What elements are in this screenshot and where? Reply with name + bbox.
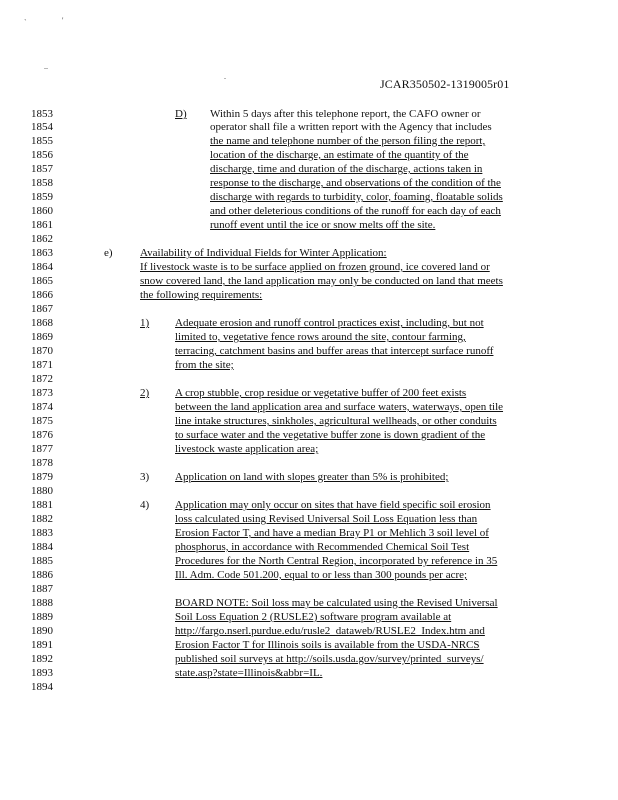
line-number: 1891 — [31, 639, 53, 651]
document-id-header: JCAR350502-1319005r01 — [380, 77, 510, 91]
section-e-title: Availability of Individual Fields for Winter Application: — [140, 247, 387, 259]
line-number: 1875 — [31, 415, 53, 427]
item-d-line: discharge with regards to turbidity, color, foaming, floatable solids — [210, 191, 503, 203]
line-number: 1854 — [31, 121, 53, 133]
line-number: 1857 — [31, 163, 53, 175]
line-number: 1880 — [31, 485, 53, 497]
item-3-label: 3) — [140, 471, 150, 483]
item-2-line: between the land application area and surface waters, waterways, open tile — [175, 401, 504, 413]
scan-speck: ' — [62, 16, 64, 25]
line-number: 1869 — [31, 331, 53, 343]
line-number: 1887 — [31, 583, 53, 595]
line-number: 1883 — [31, 527, 53, 539]
section-e-label: e) — [104, 247, 113, 259]
line-number: 1872 — [31, 373, 53, 385]
line-number: 1865 — [31, 275, 53, 287]
line-number: 1882 — [31, 513, 53, 525]
item-1-line: limited to, vegetative fence rows around the site, contour farming, — [175, 331, 466, 343]
board-note-link[interactable]: state.asp?state=Illinois&abbr=IL. — [175, 667, 323, 679]
board-note-line: BOARD NOTE: Soil loss may be calculated using the Revised Universal — [175, 597, 498, 609]
item-d-line: location of the discharge, an estimate of the quantity of the — [210, 149, 469, 161]
scan-speck: ` — [24, 18, 27, 27]
line-number: 1886 — [31, 569, 53, 581]
line-number: 1860 — [31, 205, 53, 217]
item-d-line: runoff event until the ice or snow melts off the site. — [210, 219, 436, 231]
item-d-line: operator shall file a written report with the Agency that includes — [210, 121, 492, 133]
line-number: 1853 — [31, 108, 53, 120]
board-note-line: Erosion Factor T for Illinois soils is available from the USDA-NRCS — [175, 639, 480, 651]
line-number: 1893 — [31, 667, 53, 679]
line-number: 1859 — [31, 191, 53, 203]
line-number: 1871 — [31, 359, 53, 371]
line-number: 1863 — [31, 247, 53, 259]
line-number: 1870 — [31, 345, 53, 357]
item-2-line: livestock waste application area; — [175, 443, 319, 455]
board-note-line: Soil Loss Equation 2 (RUSLE2) software program available at — [175, 611, 452, 623]
item-1-line: from the site; — [175, 359, 234, 371]
item-4-line: Procedures for the North Central Region, incorporated by reference in 35 — [175, 555, 498, 567]
line-number: 1874 — [31, 401, 53, 413]
line-number: 1884 — [31, 541, 53, 553]
item-d-line: discharge, time and duration of the discharge, actions taken in — [210, 163, 483, 175]
item-d-line: the name and telephone number of the person filing the report, — [210, 135, 486, 147]
line-number: 1868 — [31, 317, 53, 329]
item-1-label: 1) — [140, 317, 150, 329]
item-2-line: A crop stubble, crop residue or vegetative buffer of 200 feet exists — [175, 387, 467, 399]
line-number: 1894 — [31, 681, 53, 693]
line-number: 1879 — [31, 471, 53, 483]
line-number: 1866 — [31, 289, 53, 301]
line-number: 1861 — [31, 219, 53, 231]
item-2-line: line intake structures, sinkholes, agricultural wellheads, or other conduits — [175, 415, 497, 427]
line-number: 1867 — [31, 303, 53, 315]
item-2-line: to surface water and the vegetative buffer zone is down gradient of the — [175, 429, 486, 441]
item-4-line: Application may only occur on sites that have field specific soil erosion — [175, 499, 491, 511]
item-4-line: loss calculated using Revised Universal Soil Loss Equation less than — [175, 513, 478, 525]
line-number: 1855 — [31, 135, 53, 147]
line-number: 1862 — [31, 233, 53, 245]
item-4-label: 4) — [140, 499, 150, 511]
line-number: 1888 — [31, 597, 53, 609]
item-4-line: phosphorus, in accordance with Recommended Chemical Soil Test — [175, 541, 470, 553]
line-number: 1881 — [31, 499, 53, 511]
line-number: 1856 — [31, 149, 53, 161]
line-number: 1890 — [31, 625, 53, 637]
section-e-line: the following requirements: — [140, 289, 263, 301]
line-number: 1873 — [31, 387, 53, 399]
item-d-line: Within 5 days after this telephone report, the CAFO owner or — [210, 108, 481, 120]
scan-speck: . — [224, 72, 226, 81]
item-4-line: Ill. Adm. Code 501.200, equal to or less than 300 pounds per acre; — [175, 569, 468, 581]
item-d-line: and other deleterious conditions of the runoff for each day of each — [210, 205, 501, 217]
item-d-line: response to the discharge, and observations of the condition of the — [210, 177, 501, 189]
line-number: 1864 — [31, 261, 53, 273]
section-e-line: If livestock waste is to be surface applied on frozen ground, ice covered land or — [140, 261, 490, 273]
line-number: 1858 — [31, 177, 53, 189]
item-d-label: D) — [175, 108, 187, 120]
item-1-line: terracing, catchment basins and buffer areas that intercept surface runoff — [175, 345, 494, 357]
item-2-label: 2) — [140, 387, 150, 399]
scan-speck: .. — [44, 62, 48, 71]
line-number: 1889 — [31, 611, 53, 623]
line-number: 1876 — [31, 429, 53, 441]
item-4-line: Erosion Factor T, and have a median Bray P1 or Mehlich 3 soil level of — [175, 527, 489, 539]
board-note-link[interactable]: published soil surveys at http://soils.usda.gov/survey/printed_surveys/ — [175, 653, 484, 665]
line-number: 1892 — [31, 653, 53, 665]
item-3-line: Application on land with slopes greater than 5% is prohibited; — [175, 471, 449, 483]
item-1-line: Adequate erosion and runoff control practices exist, including, but not — [175, 317, 484, 329]
section-e-line: snow covered land, the land application may only be conducted on land that meets — [140, 275, 503, 287]
board-note-link[interactable]: http://fargo.nserl.purdue.edu/rusle2_dataweb/RUSLE2_Index.htm and — [175, 625, 485, 637]
line-number: 1878 — [31, 457, 53, 469]
line-number: 1877 — [31, 443, 53, 455]
line-number: 1885 — [31, 555, 53, 567]
